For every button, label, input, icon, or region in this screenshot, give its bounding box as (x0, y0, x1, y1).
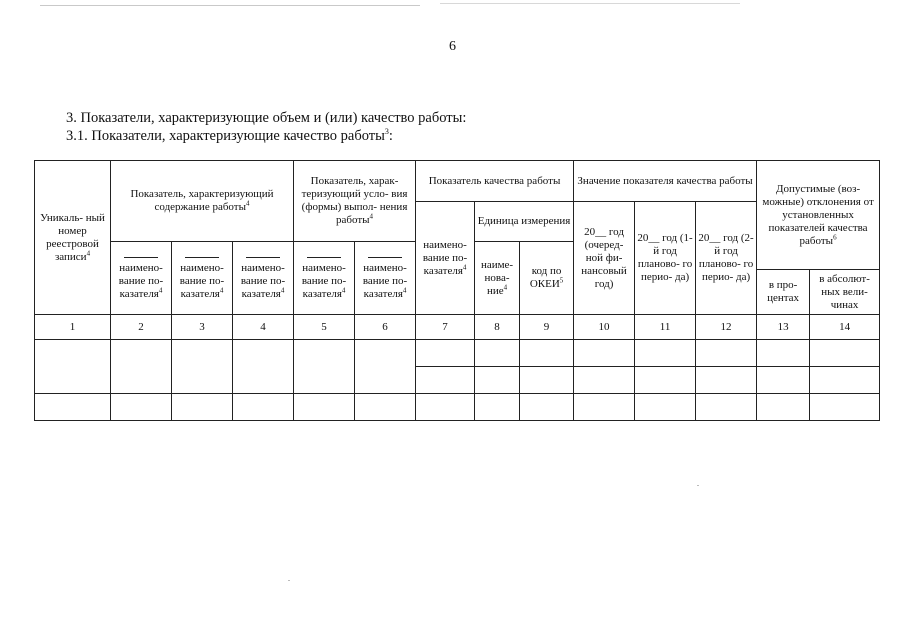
page-number: 6 (449, 39, 456, 54)
footnote-mark: 4 (341, 285, 346, 294)
column-number: 13 (757, 315, 810, 340)
header-allowed-deviation (757, 161, 880, 270)
footnote-mark: 3 (384, 127, 389, 136)
empty-cell[interactable] (35, 340, 111, 394)
empty-cell[interactable] (416, 367, 475, 394)
header-text: Показатель, характеризующий содержание работы (130, 188, 274, 213)
header-unit-name (475, 242, 520, 315)
empty-cell[interactable] (574, 394, 635, 421)
header-text: наимено- вание по- казателя (301, 261, 347, 300)
empty-cell[interactable] (355, 394, 416, 421)
header-year-3: 20__ год (2-й год планово- го перио- да) (696, 202, 757, 315)
scan-speck (288, 580, 290, 581)
header-text: наимено- вание по- казателя (179, 261, 225, 300)
blank-line (124, 256, 158, 258)
header-text: Показатель, харак- теризующий усло- вия (формы) выпол- нения работы (301, 175, 408, 226)
empty-cell[interactable] (111, 340, 172, 394)
empty-cell[interactable] (294, 340, 355, 394)
footnote-mark: 4 (402, 285, 407, 294)
top-edge-line (440, 3, 740, 4)
sub-indicator-name-4 (294, 242, 355, 315)
footnote-mark: 5 (559, 276, 564, 285)
empty-cell[interactable] (635, 394, 696, 421)
scan-speck (697, 485, 699, 486)
empty-cell[interactable] (294, 394, 355, 421)
empty-cell[interactable] (696, 340, 757, 367)
top-edge-line (40, 5, 420, 6)
header-indicator-name (416, 202, 475, 315)
column-number: 1 (35, 315, 111, 340)
footnote-mark: 4 (369, 212, 374, 221)
footnote-mark: 4 (219, 285, 224, 294)
table-row (35, 340, 880, 367)
footnote-mark: 4 (280, 285, 285, 294)
header-text: Уникаль- ный номер реестровой записи (40, 211, 105, 263)
column-number: 12 (696, 315, 757, 340)
header-text: наимено- вание по- казателя (118, 261, 164, 300)
empty-cell[interactable] (696, 394, 757, 421)
empty-cell[interactable] (355, 340, 416, 394)
footnote-mark: 4 (158, 285, 163, 294)
empty-cell[interactable] (233, 394, 294, 421)
quality-indicators-table (34, 160, 880, 421)
empty-cell[interactable] (574, 367, 635, 394)
footnote-mark: 4 (86, 248, 91, 257)
footnote-mark: 4 (503, 282, 508, 291)
header-text: наиме- нова- ние (480, 258, 514, 297)
empty-cell[interactable] (757, 340, 810, 367)
empty-cell[interactable] (520, 367, 574, 394)
empty-cell[interactable] (475, 340, 520, 367)
empty-cell[interactable] (520, 394, 574, 421)
header-percent: в про- центах (757, 270, 810, 315)
empty-cell[interactable] (635, 340, 696, 367)
section-title: 3. Показатели, характеризующие объем и (или) качество работы: (66, 110, 467, 126)
empty-cell[interactable] (172, 340, 233, 394)
header-conditions-indicator (294, 161, 416, 242)
column-number: 9 (520, 315, 574, 340)
subsection-title-text: 3.1. Показатели, характеризующие качество работы (66, 127, 385, 144)
empty-cell[interactable] (810, 367, 880, 394)
header-text: Допустимые (воз- можные) отклонения от установленных показателей качества работы (762, 182, 874, 247)
empty-cell[interactable] (757, 394, 810, 421)
header-content-indicator (111, 161, 294, 242)
header-unit: Единица измерения (475, 202, 574, 242)
empty-cell[interactable] (810, 394, 880, 421)
empty-cell[interactable] (111, 394, 172, 421)
subsection-title (66, 127, 393, 145)
blank-line (307, 256, 341, 258)
empty-cell[interactable] (810, 340, 880, 367)
blank-line (368, 256, 402, 258)
footnote-mark: 4 (462, 262, 467, 271)
column-number-row (35, 315, 880, 340)
sub-indicator-name-3 (233, 242, 294, 315)
header-text: наимено- вание по- казателя (422, 238, 468, 277)
column-number: 14 (810, 315, 880, 340)
header-year-2: 20__ год (1-й год планово- го перио- да) (635, 202, 696, 315)
sub-indicator-name-1 (111, 242, 172, 315)
empty-cell[interactable] (520, 340, 574, 367)
header-okei-code (520, 242, 574, 315)
column-number: 10 (574, 315, 635, 340)
empty-cell[interactable] (574, 340, 635, 367)
header-text: наимено- вание по- казателя (362, 261, 408, 300)
blank-line (246, 256, 280, 258)
column-number: 6 (355, 315, 416, 340)
empty-cell[interactable] (696, 367, 757, 394)
empty-cell[interactable] (172, 394, 233, 421)
header-text: код по ОКЕИ (529, 265, 562, 290)
table-row (35, 394, 880, 421)
header-unique-number (35, 161, 111, 315)
column-number: 7 (416, 315, 475, 340)
subsection-title-suffix: : (388, 127, 393, 144)
footnote-mark: 4 (245, 199, 250, 208)
header-indicator-value: Значение показателя качества работы (574, 161, 757, 202)
blank-line (185, 256, 219, 258)
column-number: 11 (635, 315, 696, 340)
column-number: 2 (111, 315, 172, 340)
empty-cell[interactable] (635, 367, 696, 394)
empty-cell[interactable] (757, 367, 810, 394)
header-quality-indicator: Показатель качества работы (416, 161, 574, 202)
empty-cell[interactable] (416, 340, 475, 367)
column-number: 5 (294, 315, 355, 340)
header-absolute: в абсолют- ных вели- чинах (810, 270, 880, 315)
header-text: наимено- вание по- казателя (240, 261, 286, 300)
header-year-1: 20__ год (очеред- ной фи- нансовый год) (574, 202, 635, 315)
sub-indicator-name-5 (355, 242, 416, 315)
sub-indicator-name-2 (172, 242, 233, 315)
empty-cell[interactable] (475, 394, 520, 421)
column-number: 8 (475, 315, 520, 340)
empty-cell[interactable] (35, 394, 111, 421)
column-number: 3 (172, 315, 233, 340)
empty-cell[interactable] (416, 394, 475, 421)
empty-cell[interactable] (475, 367, 520, 394)
empty-cell[interactable] (233, 340, 294, 394)
footnote-mark: 6 (833, 232, 837, 241)
column-number: 4 (233, 315, 294, 340)
